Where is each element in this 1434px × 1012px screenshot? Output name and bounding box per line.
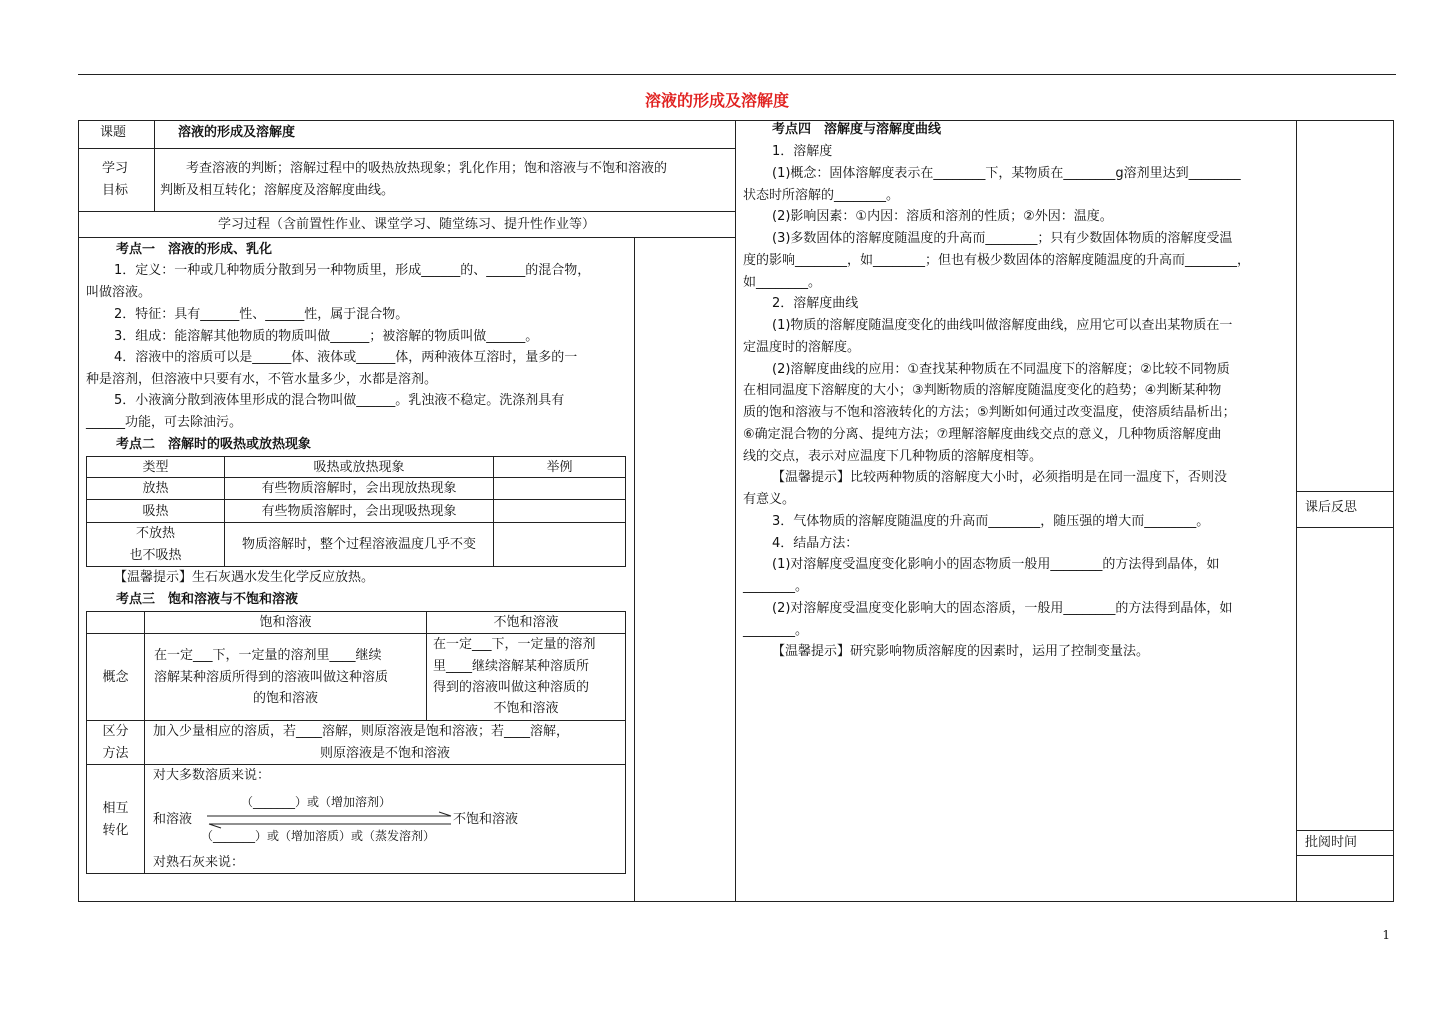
text-line: 有意义。 <box>743 492 796 507</box>
section-title: 考点四 溶解度与溶解度曲线 <box>772 122 942 137</box>
cell-line: 不饱和溶液 <box>493 701 559 716</box>
cell-line: 方法 <box>102 746 129 761</box>
cell-line: 对熟石灰来说： <box>153 855 245 870</box>
header-rule <box>78 237 735 238</box>
cell-line: 在一定___下，一定量的溶剂里____继续 <box>154 648 382 663</box>
top-rule <box>78 74 1396 75</box>
table-cell <box>493 499 626 523</box>
arrow-label: （_______）或（增加溶剂） <box>241 795 392 809</box>
page-number: 1 <box>1382 928 1390 942</box>
text-line: (2)影响因素：①内因：溶质和溶剂的性质；②外因：温度。 <box>772 209 1113 225</box>
cell-line: 在一定___下，一定量的溶剂 <box>433 637 596 652</box>
cell-line: 的饱和溶液 <box>252 691 318 706</box>
text-line: 在相同温度下溶解度的大小；③判断物质的溶解度随温度变化的趋势；④判断某种物 <box>743 383 1222 399</box>
cell-line: 相互 <box>102 801 129 816</box>
text-line: 线的交点，表示对应温度下几种物质的溶解度相等。 <box>743 448 1043 464</box>
goal-text: 考查溶液的判断；溶解过程中的吸热放热现象；乳化作用；饱和溶液与不饱和溶液的 <box>186 161 668 176</box>
text-line: 4．溶液中的溶质可以是______体、液体或______体，两种液体互溶时，量多的一 <box>114 350 578 365</box>
side-rule <box>1296 830 1394 831</box>
text-line: 4．结晶方法： <box>772 535 859 551</box>
side-rule <box>1296 491 1394 492</box>
table-cell <box>144 720 626 765</box>
text-line: 如________。 <box>743 274 822 290</box>
side-column-divider <box>1296 120 1297 902</box>
cell-line: 得到的溶液叫做这种溶质的 <box>433 680 590 695</box>
text-line: 度的影响________，如________；但也有极少数固体的溶解度随温度的升高而________， <box>743 252 1251 268</box>
page-title: 溶液的形成及溶解度 <box>644 91 789 110</box>
topic-label: 课题 <box>100 125 127 140</box>
cell-line: 区分 <box>102 724 129 739</box>
table-header: 类型 <box>86 456 225 478</box>
text-line: (1)概念：固体溶解度表示在________下，某物质在________g溶剂里达到________ <box>772 165 1241 181</box>
text-line: 1．溶解度 <box>772 144 833 159</box>
table-cell <box>144 633 427 721</box>
row-label: 概念 <box>86 633 145 721</box>
goal-text: 判断及相互转化；溶解度及溶解度曲线。 <box>160 183 395 198</box>
text-line: (2)对溶解度受温度变化影响大的固态溶质，一般用________的方法得到晶体，如 <box>772 600 1233 616</box>
table-cell: 放热 <box>86 477 225 500</box>
table-cell <box>493 522 626 567</box>
review-time-label: 批阅时间 <box>1305 835 1358 850</box>
side-rule <box>1296 855 1394 856</box>
cell-line: 转化 <box>102 823 129 838</box>
cell-line: 不饱和溶液 <box>453 812 519 827</box>
table-cell <box>493 477 626 500</box>
table-cell: 有些物质溶解时，会出现吸热现象 <box>224 499 494 523</box>
table-header: 不饱和溶液 <box>426 611 626 634</box>
cell-line: 不放热 <box>135 526 175 541</box>
text-line: 状态时所溶解的________。 <box>743 187 900 203</box>
header-rule <box>78 148 735 149</box>
cell-line: 对大多数溶质来说： <box>153 768 271 783</box>
cell-line: 加入少量相应的溶质，若____溶解，则原溶液是饱和溶液；若____溶解， <box>153 724 570 739</box>
table-header: 吸热或放热现象 <box>224 456 494 478</box>
text-line: (2)溶解度曲线的应用：①查找某种物质在不同温度下的溶解度；②比较不同物质 <box>772 361 1230 377</box>
table-cell <box>426 633 626 721</box>
text-line: 种是溶剂，但溶液中只要有水，不管水量多少，水都是溶剂。 <box>86 372 438 387</box>
process-heading: 学习过程（含前置性作业、课堂学习、随堂练习、提升性作业等） <box>217 217 595 232</box>
cell-line: 里____继续溶解某种溶质所 <box>433 659 590 674</box>
table-cell: 有些物质溶解时，会出现放热现象 <box>224 477 494 500</box>
section-title: 考点三 饱和溶液与不饱和溶液 <box>116 592 299 607</box>
conversion-arrows <box>205 811 455 829</box>
table-cell: 物质溶解时，整个过程溶液温度几乎不变 <box>224 522 494 567</box>
text-line: 5．小液滴分散到液体里形成的混合物叫做______。乳浊液不稳定。洗涤剂具有 <box>114 393 565 408</box>
cell-line: 也不吸热 <box>129 548 182 563</box>
goal-label: 学习 <box>102 161 129 176</box>
column-divider <box>735 120 736 902</box>
text-line: 3．气体物质的溶解度随温度的升高而________，随压强的增大而________。 <box>772 513 1210 529</box>
text-line: 1．定义：一种或几种物质分散到另一种物质里，形成______的、______的混合物， <box>114 263 591 278</box>
text-line: ______功能，可去除油污。 <box>86 415 243 430</box>
arrow-label: （_______）或（增加溶质）或（蒸发溶剂） <box>201 829 436 843</box>
text-line: ________。 <box>743 579 809 594</box>
text-line: (1)对溶解度受温度变化影响小的固态物质一般用________的方法得到晶体，如 <box>772 557 1220 573</box>
text-line: 叫做溶液。 <box>86 285 152 300</box>
side-rule <box>1296 527 1394 528</box>
header-rule <box>78 211 735 212</box>
text-line: (3)多数固体的溶解度随温度的升高而________；只有少数固体物质的溶解度受温 <box>772 231 1233 246</box>
table-cell <box>86 522 225 567</box>
text-line: 定温度时的溶解度。 <box>743 339 861 355</box>
cell-line: 溶解某种溶质所得到的溶液叫做这种溶质 <box>154 670 389 685</box>
text-line: 【温馨提示】比较两种物质的溶解度大小时，必须指明是在同一温度下，否则没 <box>772 470 1228 486</box>
row-label <box>86 720 145 765</box>
tip-text: 【温馨提示】生石灰遇水发生化学反应放热。 <box>114 570 375 585</box>
text-line: 3．组成：能溶解其他物质的物质叫做______；被溶解的物质叫做______。 <box>114 329 539 344</box>
text-line: 2．溶解度曲线 <box>772 296 859 312</box>
text-line: 2．特征：具有______性、______性，属于混合物。 <box>114 307 409 322</box>
section-title: 考点一 溶液的形成、乳化 <box>116 242 273 257</box>
table-cell <box>86 611 145 634</box>
topic-value: 溶液的形成及溶解度 <box>178 125 296 140</box>
reflection-label: 课后反思 <box>1305 500 1358 515</box>
text-line: 质的饱和溶液与不饱和溶液转化的方法；⑤判断如何通过改变温度，使溶质结晶析出； <box>743 405 1236 420</box>
left-notes-divider <box>634 237 635 902</box>
table-header: 饱和溶液 <box>144 611 427 634</box>
cell-line: 则原溶液是不饱和溶液 <box>319 746 450 761</box>
cell-line: 和溶液 <box>153 812 193 827</box>
text-line: 【温馨提示】研究影响物质溶解度的因素时，运用了控制变量法。 <box>772 644 1150 660</box>
text-line: ⑥确定混合物的分离、提纯方法；⑦理解溶解度曲线交点的意义，几种物质溶解度曲 <box>743 426 1222 442</box>
text-line: (1)物质的溶解度随温度变化的曲线叫做溶解度曲线，应用它可以查出某物质在一 <box>772 318 1233 333</box>
section-title: 考点二 溶解时的吸热或放热现象 <box>116 437 312 452</box>
header-label-divider <box>154 120 155 211</box>
table-header: 举例 <box>493 456 626 478</box>
text-line: ________。 <box>743 622 809 638</box>
table-cell <box>144 764 626 874</box>
goal-label: 目标 <box>102 183 129 198</box>
table-cell: 吸热 <box>86 499 225 523</box>
row-label <box>86 764 145 874</box>
